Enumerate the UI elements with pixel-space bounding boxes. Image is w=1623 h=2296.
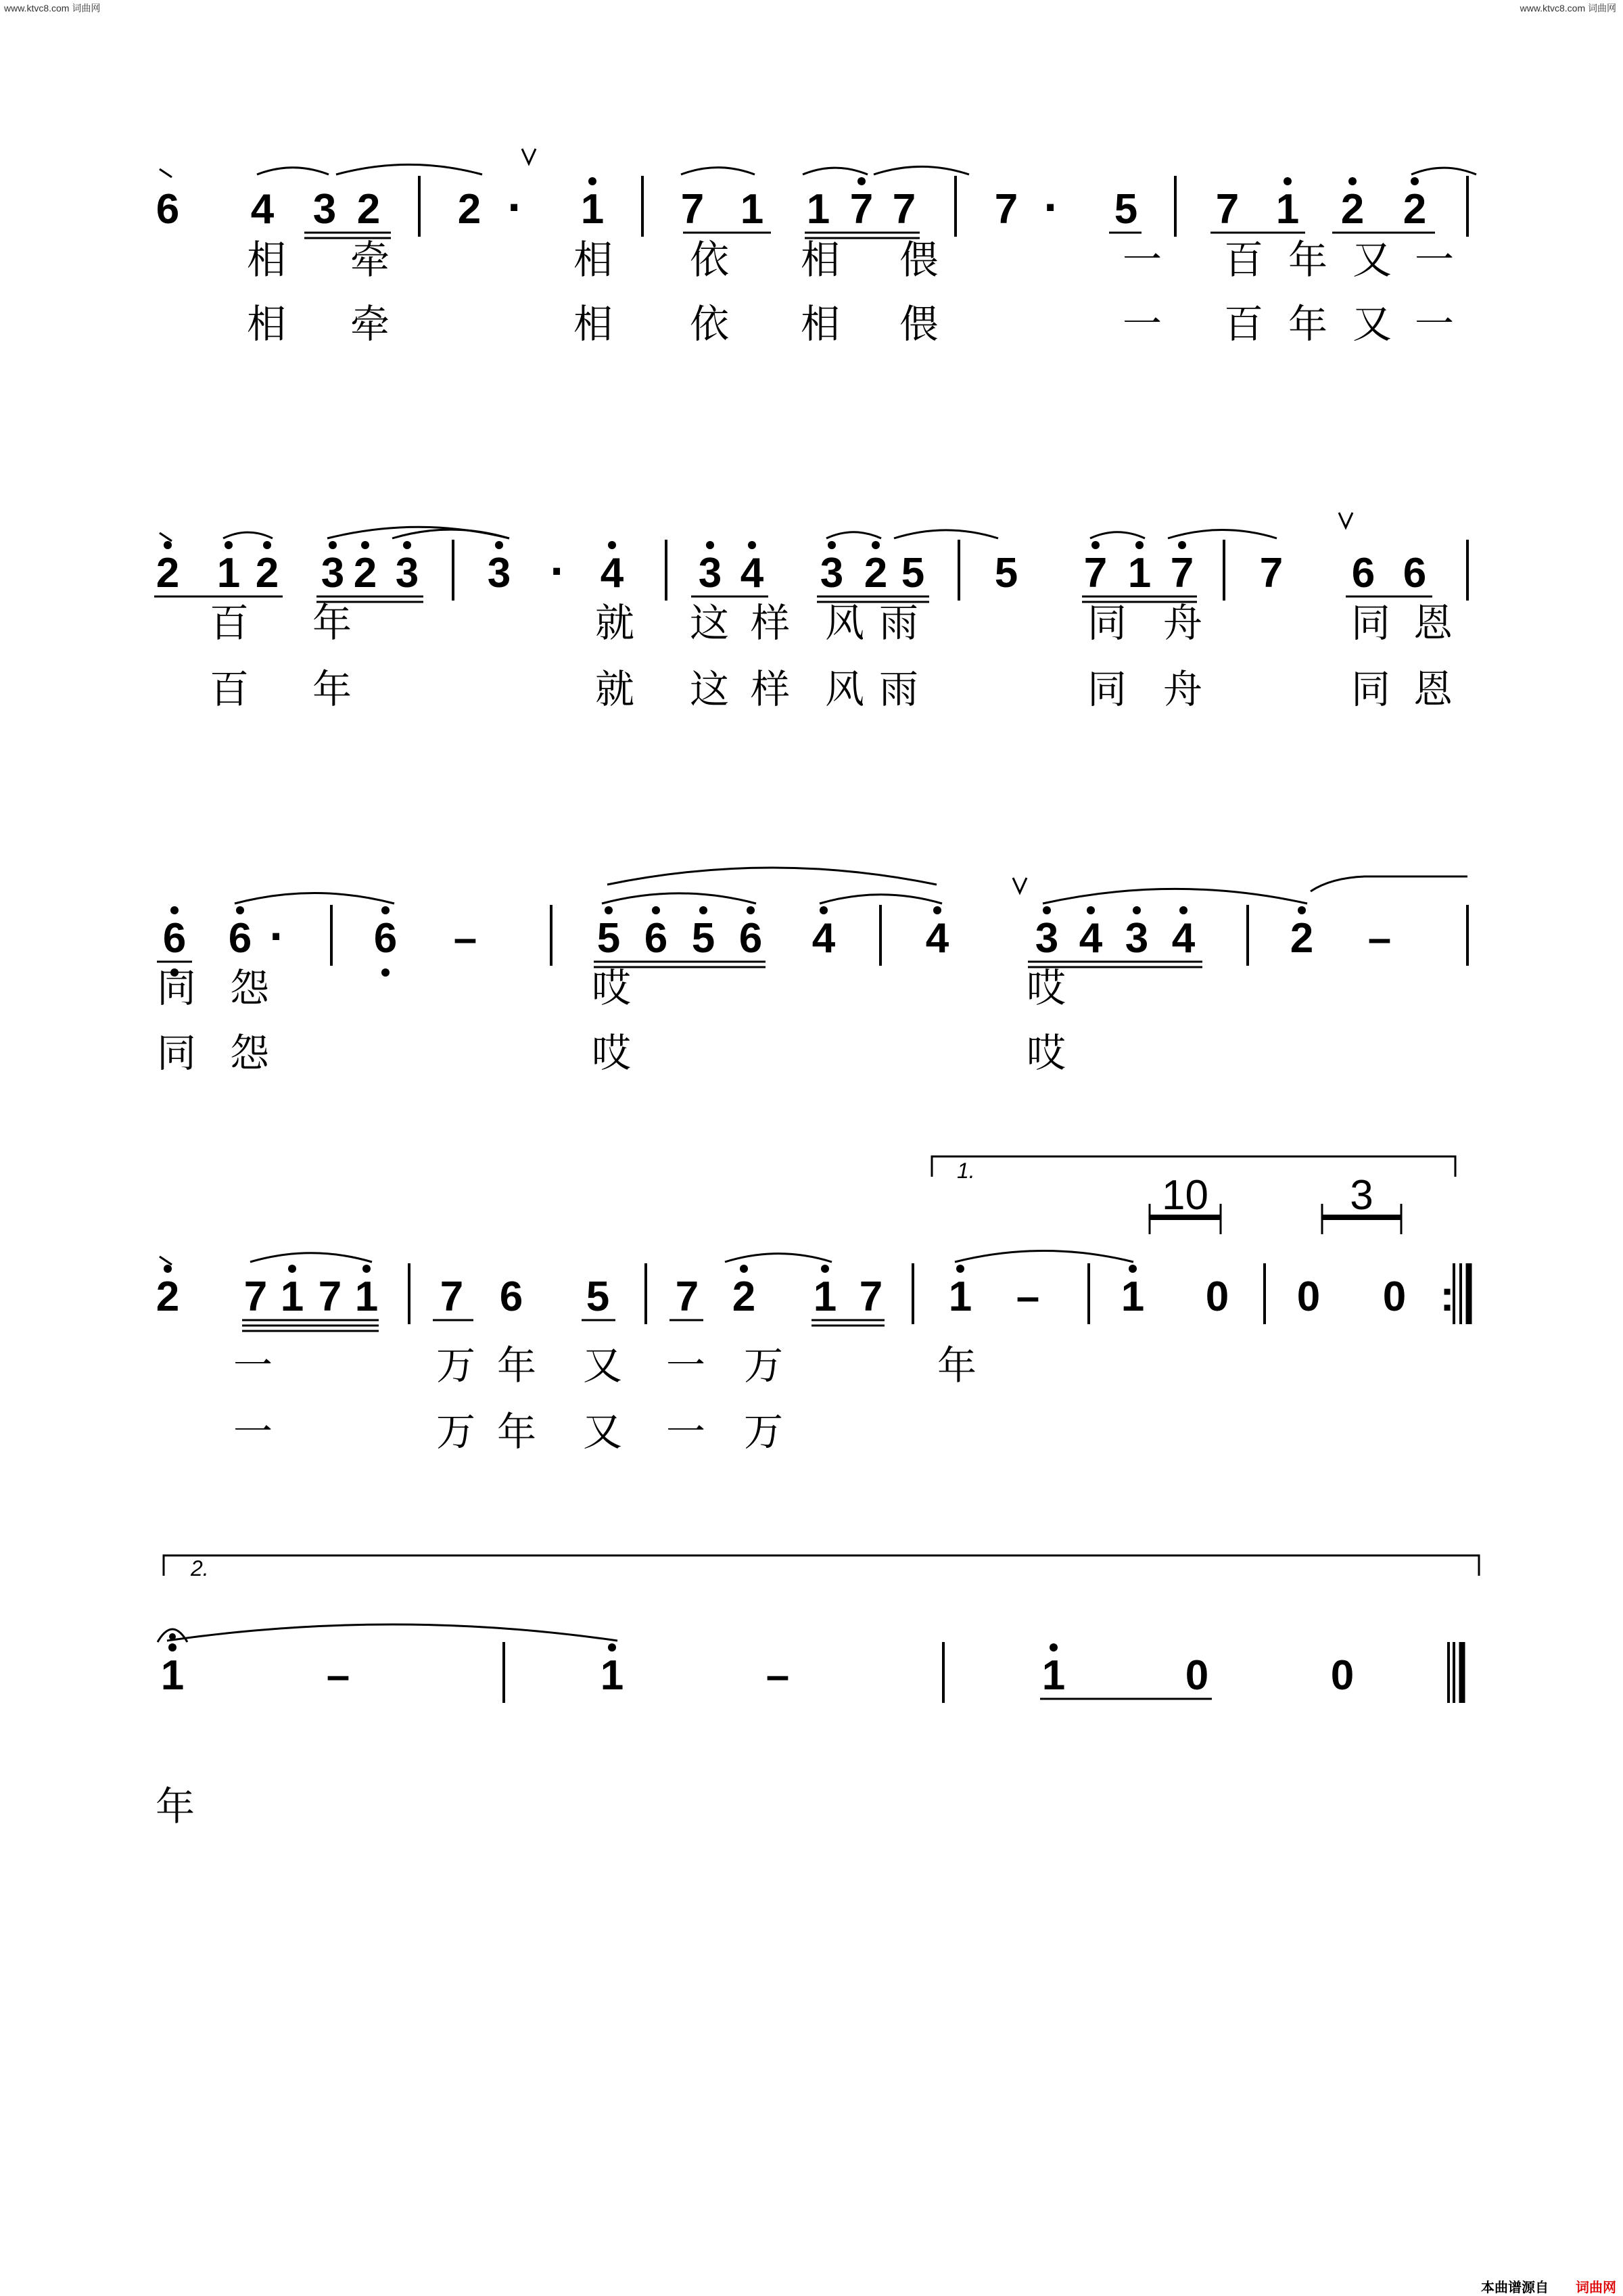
note: 3 — [312, 186, 337, 233]
note: 2 — [1403, 186, 1427, 233]
tuplet-3-number: 3 — [1350, 1172, 1373, 1219]
note: 1 — [1275, 186, 1300, 233]
slur — [336, 164, 482, 174]
octave-dot-above — [748, 541, 756, 549]
slur — [235, 893, 394, 904]
lyric-char: 舟 — [1163, 601, 1203, 645]
lyric-char: 哎 — [592, 1031, 632, 1075]
octave-dot-above — [706, 541, 714, 549]
note: 7 — [318, 1273, 342, 1320]
lyric-char: 百 — [210, 601, 250, 645]
note: 3 — [820, 550, 844, 596]
lyric-char: 又 — [583, 1410, 623, 1454]
lyric-char: 同 — [1087, 667, 1127, 711]
note: 0 — [1382, 1273, 1407, 1320]
note: 4 — [812, 915, 836, 962]
repeat-sign: : — [1440, 1271, 1455, 1320]
octave-dot-above — [1129, 1265, 1137, 1273]
octave-dot-above — [1298, 906, 1306, 914]
augmentation-dot: · — [1043, 181, 1060, 233]
lyric-char: 风 — [825, 667, 865, 711]
note: 1 — [1121, 1273, 1145, 1320]
octave-dot-above — [263, 541, 271, 549]
slur — [1090, 532, 1145, 538]
octave-dot-above — [1178, 541, 1186, 549]
note: 2 — [156, 1273, 180, 1320]
grace-mark — [160, 533, 172, 541]
note: 2 — [732, 1273, 756, 1320]
note: 3 — [487, 550, 511, 596]
octave-dot-above — [740, 1265, 748, 1273]
slur-continued — [1311, 876, 1467, 891]
lyric-char: 相 — [801, 238, 841, 282]
lyric-char: 又 — [1352, 302, 1392, 346]
octave-dot-above — [1284, 177, 1292, 185]
lyric-char: 雨 — [879, 667, 919, 711]
lyric-char: 百 — [1224, 302, 1264, 346]
lyric-char: 相 — [573, 302, 613, 346]
note: 5 — [1114, 186, 1138, 233]
note: 4 — [1171, 915, 1196, 962]
lyric-char: 百 — [1224, 238, 1264, 282]
header-right-url: www.ktvc8.com 词曲网 — [1520, 3, 1616, 14]
augmentation-dot: · — [507, 181, 523, 233]
octave-dot-above — [164, 541, 172, 549]
octave-dot-above — [872, 541, 880, 549]
octave-dot-above — [362, 1265, 371, 1273]
note: 5 — [586, 1273, 610, 1320]
note: 7 — [994, 186, 1018, 233]
note: 7 — [1170, 550, 1194, 596]
octave-dot-above — [329, 541, 337, 549]
octave-dot-below — [381, 968, 390, 977]
octave-dot-above — [170, 906, 179, 914]
note: 1 — [740, 186, 764, 233]
system-4 — [156, 1250, 1469, 1331]
octave-dot-above — [608, 541, 616, 549]
lyric-char: 相 — [573, 238, 613, 282]
slur — [257, 168, 329, 174]
grace-mark — [160, 1257, 172, 1265]
note: 7 — [1259, 550, 1284, 596]
lyric-char: 就 — [595, 601, 635, 645]
note: 2 — [353, 550, 377, 596]
slur — [223, 532, 273, 538]
extension-dash: – — [1367, 915, 1392, 962]
slur — [725, 1254, 832, 1262]
note: 1 — [280, 1273, 304, 1320]
note: 0 — [1296, 1273, 1321, 1320]
lyric-char: 一 — [1415, 302, 1455, 346]
lyric-char: 风 — [825, 601, 865, 645]
note: 1 — [216, 550, 241, 596]
slur — [681, 168, 755, 174]
octave-dot-above — [1050, 1643, 1058, 1651]
lyric-char: 年 — [312, 667, 352, 711]
note: 4 — [1079, 915, 1103, 962]
slur — [250, 1253, 372, 1262]
octave-dot-above — [361, 541, 369, 549]
slur — [392, 530, 509, 538]
note: 1 — [354, 1273, 379, 1320]
lyric-char: 一 — [233, 1344, 273, 1388]
lyric-char: 样 — [751, 601, 791, 645]
slur — [1411, 168, 1476, 174]
note: 0 — [1330, 1652, 1355, 1699]
header-left-url: www.ktvc8.com 词曲网 — [4, 3, 101, 14]
note: 1 — [1127, 550, 1152, 596]
lyric-char: 怨 — [230, 966, 270, 1010]
note: 3 — [395, 550, 419, 596]
note: 4 — [600, 550, 624, 596]
note: 4 — [740, 550, 764, 596]
lyric-char: 哎 — [1027, 1031, 1066, 1075]
slur-long — [607, 868, 937, 885]
note: 1 — [580, 186, 605, 233]
octave-dot-above — [933, 906, 941, 914]
slur — [1043, 889, 1307, 904]
lyric-char: 年 — [497, 1410, 537, 1454]
slur — [894, 530, 998, 538]
slur — [1168, 530, 1277, 538]
octave-dot-above — [652, 906, 660, 914]
note: 7 — [1083, 550, 1108, 596]
breath-mark — [1013, 878, 1027, 893]
note: 7 — [440, 1273, 464, 1320]
note: 6 — [1403, 550, 1427, 596]
lyric-char: 年 — [156, 1785, 195, 1829]
octave-dot-above — [1043, 906, 1051, 914]
lyric-char: 一 — [666, 1410, 706, 1454]
extension-dash: – — [1016, 1273, 1040, 1320]
lyric-char: 万 — [436, 1410, 476, 1454]
octave-dot-above — [857, 177, 866, 185]
fermata-dot — [169, 1633, 176, 1640]
note: 5 — [901, 550, 925, 596]
note: 0 — [1205, 1273, 1229, 1320]
lyric-char: 恩 — [1413, 601, 1453, 645]
lyric-char: 又 — [583, 1344, 623, 1388]
lyric-char: 相 — [247, 238, 287, 282]
octave-dot-above — [1179, 906, 1187, 914]
note: 7 — [892, 186, 916, 233]
octave-dot-above — [236, 906, 244, 914]
augmentation-dot: · — [269, 910, 285, 962]
lyric-char: 偎 — [899, 238, 939, 282]
note: 7 — [1215, 186, 1240, 233]
footer-source: 本曲谱源自 — [1481, 2280, 1549, 2295]
octave-dot-above — [699, 906, 707, 914]
lyric-char: 同 — [157, 966, 197, 1010]
note: 2 — [1290, 915, 1314, 962]
octave-dot-above — [1087, 906, 1095, 914]
lyric-char: 恩 — [1413, 667, 1453, 711]
lyric-char: 百 — [210, 667, 250, 711]
note: 3 — [321, 550, 345, 596]
slur — [803, 168, 868, 174]
lyric-char: 一 — [1123, 302, 1162, 346]
octave-dot-above — [588, 177, 596, 185]
lyric-char: 年 — [1288, 238, 1328, 282]
note: 5 — [596, 915, 621, 962]
note: 4 — [925, 915, 949, 962]
note: 5 — [994, 550, 1018, 596]
octave-dot-above — [381, 906, 390, 914]
octave-dot-above — [1133, 906, 1141, 914]
system-2 — [154, 513, 1467, 602]
extension-dash: – — [766, 1652, 790, 1699]
note: 6 — [228, 915, 252, 962]
slur — [167, 1624, 617, 1641]
lyric-char: 这 — [690, 601, 730, 645]
note: 3 — [1035, 915, 1059, 962]
lyric-char: 雨 — [879, 601, 919, 645]
note: 2 — [1340, 186, 1365, 233]
note: 2 — [356, 186, 381, 233]
lyric-char: 怨 — [230, 1031, 270, 1075]
note: 6 — [156, 186, 180, 233]
system-5 — [158, 1624, 1462, 1703]
octave-dot-above — [605, 906, 613, 914]
lyric-char: 同 — [1087, 601, 1127, 645]
slur — [955, 1250, 1133, 1262]
slur — [826, 532, 881, 538]
lyric-char: 年 — [497, 1344, 537, 1388]
volta-label-2: 2. — [191, 1556, 209, 1580]
note: 6 — [738, 915, 763, 962]
lyric-char: 一 — [1415, 238, 1455, 282]
lyric-char: 依 — [690, 302, 730, 346]
note: 1 — [948, 1273, 972, 1320]
volta-label-1: 1. — [957, 1158, 975, 1183]
octave-dot-above — [820, 906, 828, 914]
lyric-char: 万 — [744, 1410, 784, 1454]
note: 3 — [1125, 915, 1149, 962]
lyric-char: 依 — [690, 238, 730, 282]
octave-dot-above — [608, 1643, 616, 1651]
octave-dot-above — [1135, 541, 1144, 549]
lyric-char: 年 — [1288, 302, 1328, 346]
volta-bracket-2 — [164, 1555, 1479, 1576]
note: 2 — [864, 550, 888, 596]
lyric-char: 这 — [690, 667, 730, 711]
note: 1 — [806, 186, 830, 233]
note: 5 — [691, 915, 715, 962]
slur — [820, 895, 942, 904]
note: 2 — [457, 186, 481, 233]
lyric-char: 同 — [157, 1031, 197, 1075]
note: 6 — [499, 1273, 523, 1320]
octave-dot-above — [288, 1265, 296, 1273]
lyric-char: 牵 — [350, 238, 390, 282]
system-3 — [157, 868, 1467, 977]
lyric-char: 万 — [436, 1344, 476, 1388]
lyric-char: 同 — [1351, 667, 1391, 711]
note: 1 — [1041, 1652, 1066, 1699]
lyric-char: 哎 — [1027, 966, 1066, 1010]
augmentation-dot: · — [550, 544, 566, 597]
octave-dot-above — [821, 1265, 829, 1273]
lyric-char: 相 — [801, 302, 841, 346]
lyric-char: 年 — [937, 1344, 977, 1388]
lyric-char: 舟 — [1163, 667, 1203, 711]
note: 1 — [600, 1652, 624, 1699]
slur — [602, 893, 756, 904]
note: 1 — [160, 1652, 185, 1699]
octave-dot-above — [747, 906, 755, 914]
tuplet-10-number: 10 — [1162, 1172, 1208, 1219]
octave-dot-above — [164, 1265, 172, 1273]
note: 4 — [250, 186, 275, 233]
note: 7 — [680, 186, 705, 233]
note: 7 — [243, 1273, 268, 1320]
octave-dot-above — [225, 541, 233, 549]
note: 7 — [849, 186, 874, 233]
note: 0 — [1185, 1652, 1209, 1699]
grace-mark — [160, 169, 172, 177]
octave-dot-above — [828, 541, 836, 549]
octave-dot-above — [1091, 541, 1100, 549]
lyric-char: 万 — [744, 1344, 784, 1388]
note: 7 — [675, 1273, 699, 1320]
breath-mark — [1339, 513, 1352, 528]
extension-dash: – — [453, 915, 477, 962]
slur — [874, 166, 969, 174]
system-1 — [156, 149, 1476, 238]
note: 6 — [162, 915, 187, 962]
note: 6 — [1351, 550, 1375, 596]
lyric-char: 就 — [595, 667, 635, 711]
lyric-char: 相 — [247, 302, 287, 346]
lyric-char: 样 — [751, 667, 791, 711]
octave-dot-above — [1348, 177, 1357, 185]
octave-dot-above — [1411, 177, 1419, 185]
octave-dot-above — [168, 1643, 177, 1651]
breath-mark — [522, 149, 536, 164]
note: 1 — [813, 1273, 837, 1320]
lyric-char: 一 — [1123, 238, 1162, 282]
octave-dot-above — [956, 1265, 964, 1273]
lyric-char: 牵 — [350, 302, 390, 346]
lyric-char: 哎 — [592, 966, 632, 1010]
lyric-char: 一 — [666, 1344, 706, 1388]
note: 2 — [255, 550, 279, 596]
lyric-char: 同 — [1351, 601, 1391, 645]
note: 6 — [373, 915, 398, 962]
lyric-char: 又 — [1352, 238, 1392, 282]
lyric-char: 偎 — [899, 302, 939, 346]
lyric-char: 一 — [233, 1410, 273, 1454]
note: 2 — [156, 550, 180, 596]
lyric-char: 年 — [312, 601, 352, 645]
octave-dot-above — [495, 541, 503, 549]
octave-dot-above — [403, 541, 411, 549]
extension-dash: – — [326, 1652, 350, 1699]
note: 6 — [644, 915, 668, 962]
footer-site: 词曲网 — [1576, 2280, 1616, 2295]
note: 3 — [698, 550, 722, 596]
note: 7 — [859, 1273, 883, 1320]
